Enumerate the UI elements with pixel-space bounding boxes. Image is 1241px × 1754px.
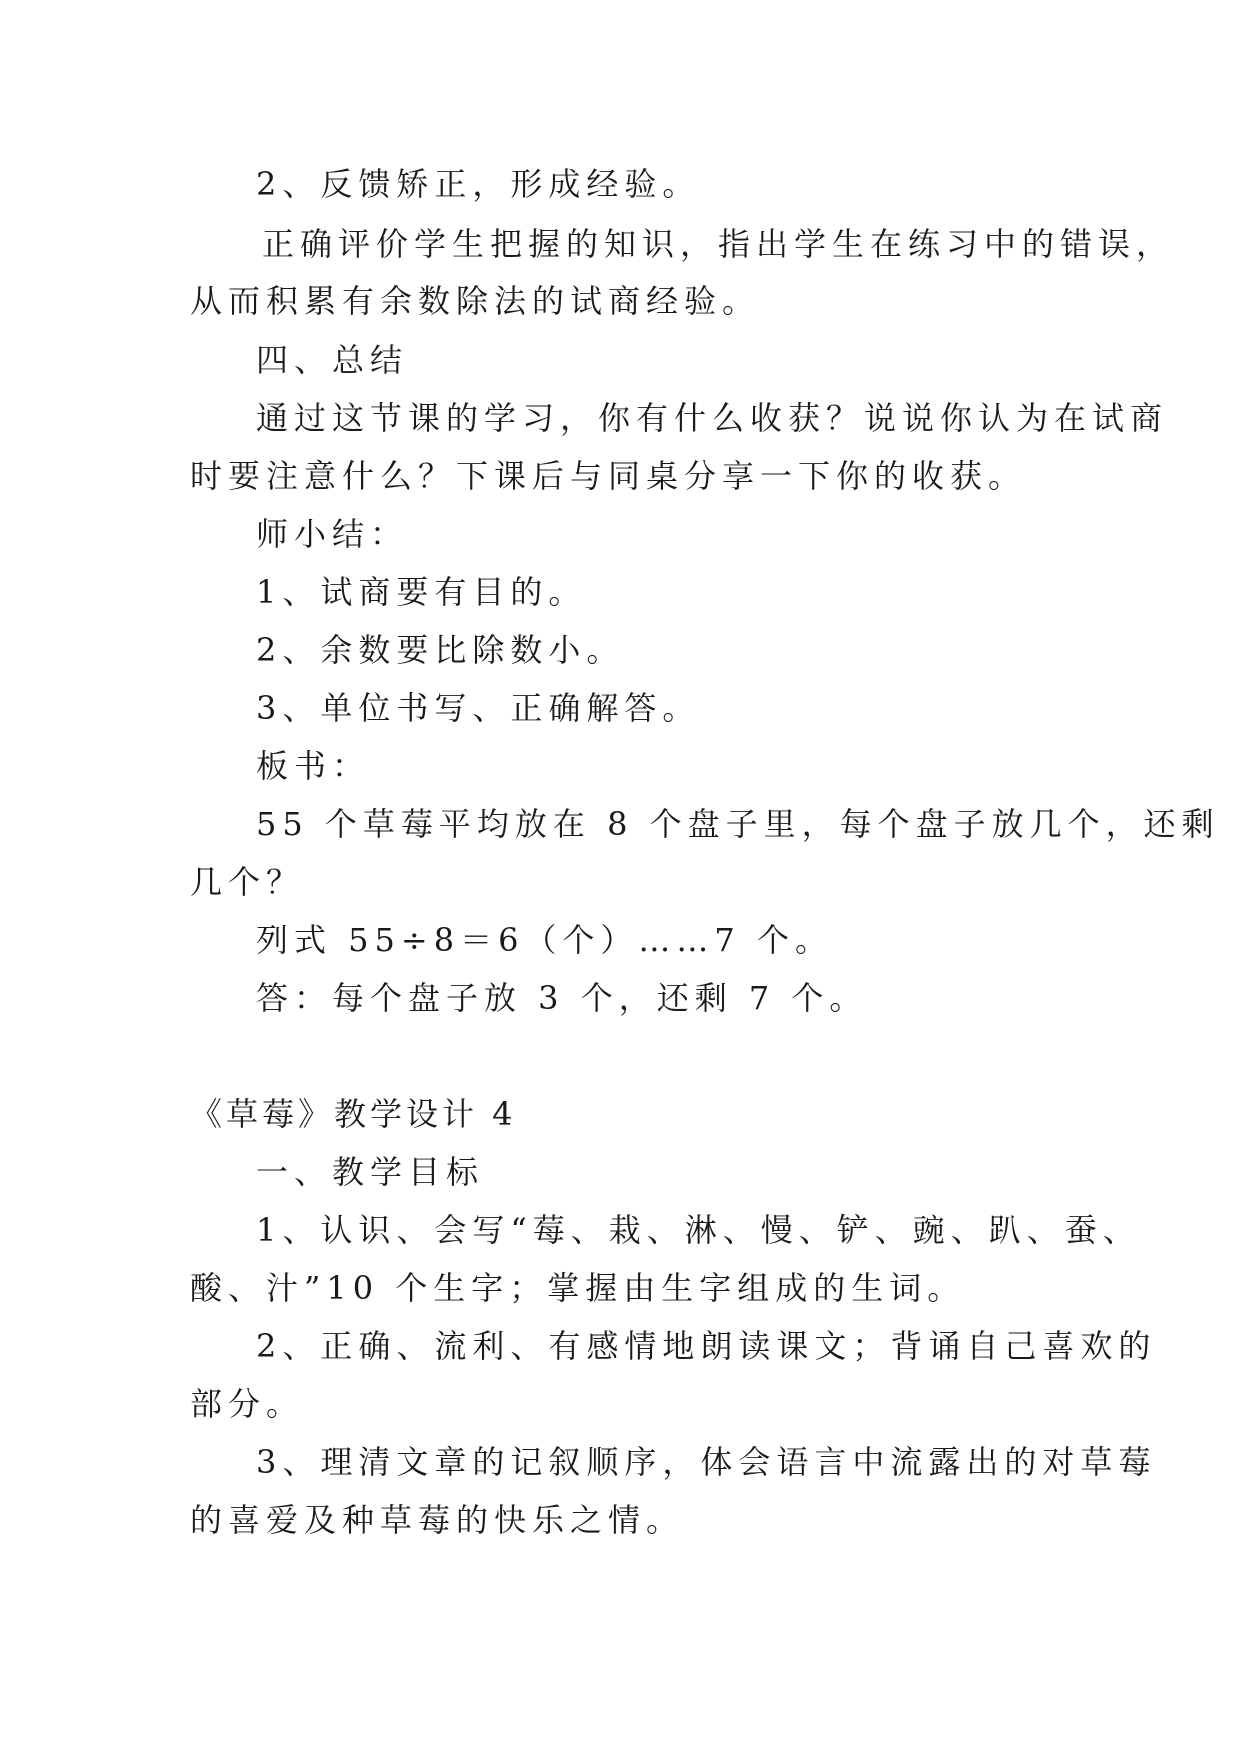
list-item: 2、余数要比除数小。: [256, 631, 625, 669]
paragraph-line: 时要注意什么？下课后与同桌分享一下你的收获。: [190, 457, 1027, 495]
list-item: 的喜爱及种草莓的快乐之情。: [190, 1501, 685, 1539]
list-item: 2、正确、流利、有感情地朗读课文；背诵自己喜欢的: [256, 1327, 1157, 1365]
paragraph-line: 通过这节课的学习，你有什么收获？说说你认为在试商: [256, 399, 1169, 437]
paragraph-line: 列式 55÷8＝6（个）……7 个。: [256, 921, 833, 959]
list-item: 3、理清文章的记叙顺序，体会语言中流露出的对草莓: [256, 1443, 1157, 1481]
list-item: 3、单位书写、正确解答。: [256, 689, 701, 727]
list-item: 酸、汁”10 个生字；掌握由生字组成的生词。: [190, 1269, 966, 1307]
paragraph-line: 从而积累有余数除法的试商经验。: [190, 282, 761, 320]
paragraph-line: 正确评价学生把握的知识，指出学生在练习中的错误，: [262, 225, 1175, 263]
paragraph-line: 师小结：: [256, 515, 409, 553]
document-title: 《草莓》教学设计 4: [190, 1095, 517, 1133]
section-heading: 四、总结: [256, 341, 409, 379]
list-item: 1、试商要有目的。: [256, 573, 587, 611]
section-heading: 一、教学目标: [256, 1153, 485, 1191]
paragraph-line: 2、反馈矫正，形成经验。: [256, 165, 701, 203]
paragraph-line: 几个？: [190, 863, 305, 901]
paragraph-line: 答：每个盘子放 3 个，还剩 7 个。: [256, 979, 868, 1017]
paragraph-line: 板书：: [256, 747, 371, 785]
list-item: 1、认识、会写“莓、栽、淋、慢、铲、豌、趴、蚕、: [256, 1211, 1141, 1249]
paragraph-line: 55 个草莓平均放在 8 个盘子里，每个盘子放几个，还剩: [256, 805, 1220, 843]
list-item: 部分。: [190, 1385, 305, 1423]
